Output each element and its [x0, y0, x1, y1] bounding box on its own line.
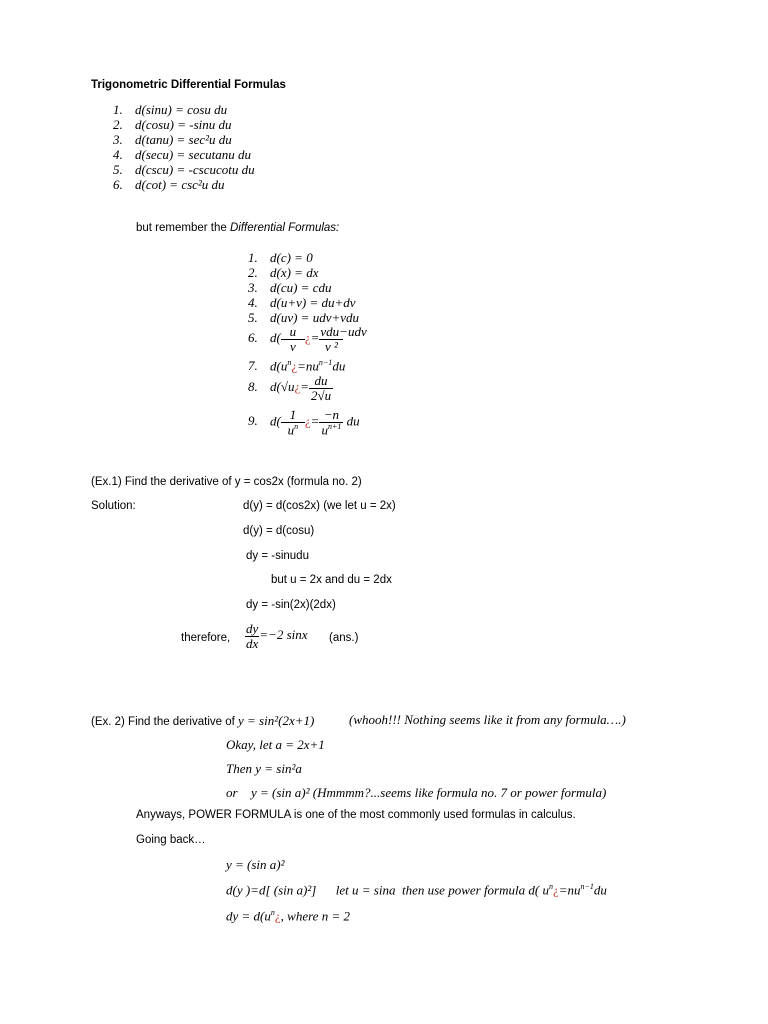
- ex1-step: dy = -sinudu: [246, 550, 309, 562]
- ex2-line: Then y = sin²a: [226, 761, 302, 776]
- formula-7: 7. $d(u^n¿=nu^{n-1}du$: [248, 358, 346, 374]
- ex1-step: dy = -sin(2x)(2dx): [246, 599, 336, 611]
- remember-line: [136, 222, 339, 234]
- list-item: 5. d(uv) = udv+vdu: [248, 310, 360, 325]
- list-item: 6. d(cot) = csc²u du: [113, 177, 225, 192]
- solution-label: Solution:: [91, 500, 136, 512]
- ex2-or: or: [226, 785, 238, 800]
- example-2-note: (whooh!!! Nothing seems like it from any formula….): [349, 712, 626, 727]
- list-item: 1. d(c) = 0: [248, 250, 313, 265]
- formula-6: 6. d( $\frac{u}{v}$ ¿= $\frac{\text{vdu−udv}}{\text{v ²}}$: [248, 324, 367, 354]
- ex2-line: y = (sin a)²: [226, 857, 285, 872]
- example-2-heading: (Ex. 2) Find the derivative of y = sin²(2x+1): [91, 713, 315, 728]
- list-item: 4. d(u+v) = du+dv: [248, 295, 356, 310]
- list-item: 1. d(sinu) = cosu du: [113, 102, 228, 117]
- ex1-step: but u = 2x and du = 2dx: [271, 574, 392, 586]
- list-item: 3. d(cu) = cdu: [248, 280, 332, 295]
- trig-formula-list: [113, 102, 255, 192]
- list-item: 4. d(secu) = secutanu du: [113, 147, 251, 162]
- list-item: 3. d(tanu) = sec²u du: [113, 132, 232, 147]
- page-title: Trigonometric Differential Formulas: [91, 79, 286, 91]
- therefore-label: therefore,: [181, 632, 231, 644]
- diff-formula-list: [248, 250, 359, 325]
- list-item: 2. d(cosu) = -sinu du: [113, 117, 232, 132]
- ex2-power-line: d(y )=d[ (sin a)²] let u = sina then use power formula d( $u^n¿=nu^{n-1}du$: [226, 882, 607, 898]
- going-back-line: Going back…: [136, 834, 206, 846]
- answer-tag: (ans.): [329, 632, 359, 644]
- ex2-line: Okay, let a = 2x+1: [226, 737, 325, 752]
- anyways-line: Anyways, POWER FORMULA is one of the most commonly used formulas in calculus.: [136, 809, 576, 821]
- ex2-line: y = (sin a)² (Hmmmm?...seems like formula no. 7 or power formula): [251, 785, 607, 800]
- list-item: 5. d(cscu) = -cscucotu du: [113, 162, 255, 177]
- formula-9: 9. d( $\frac{1}{u^n}$ ¿= $\frac{-n}{u^{n+1}}$ du: [248, 407, 360, 437]
- ex1-answer: $\frac{dy}{dx}$ =−2 sinx: [246, 621, 308, 651]
- formula-8: 8. d(√u¿= $\frac{du}{2√u}$: [248, 373, 332, 403]
- example-1-heading: (Ex.1) Find the derivative of y = cos2x (formula no. 2): [91, 476, 362, 488]
- ex1-step: d(y) = d(cos2x) (we let u = 2x): [243, 500, 396, 512]
- remember-prefix: but remember the: [136, 222, 230, 234]
- remember-emphasis: Differential Formulas:: [229, 222, 340, 234]
- ex2-final-line: dy = $d(u^n¿$, where n = 2: [226, 908, 350, 924]
- list-item: 2. d(x) = dx: [248, 265, 319, 280]
- ex1-step: d(y) = d(cosu): [243, 525, 315, 537]
